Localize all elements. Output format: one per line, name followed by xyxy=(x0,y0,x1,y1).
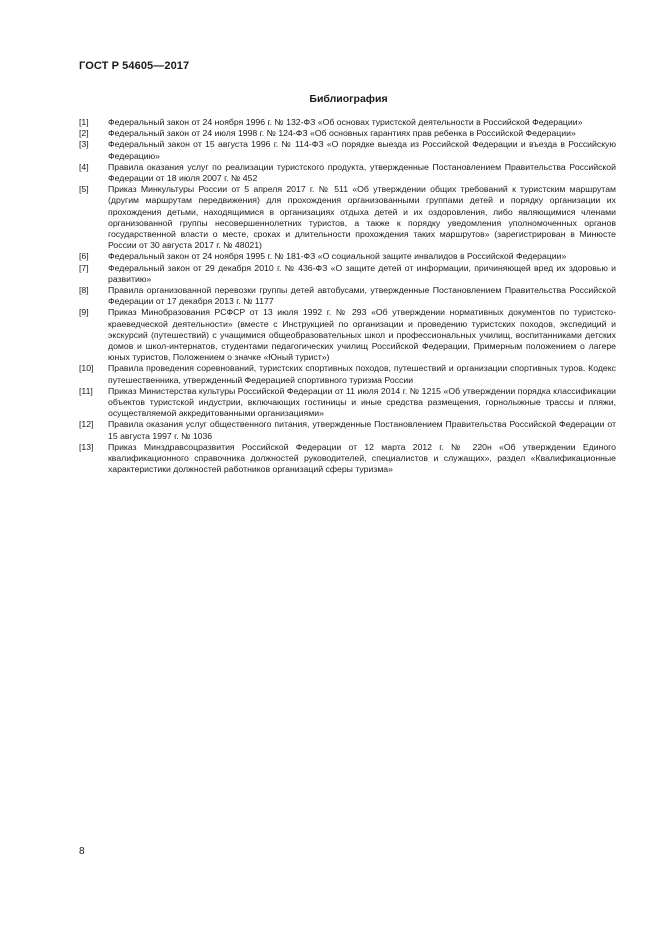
reference-item xyxy=(79,263,616,285)
reference-item xyxy=(79,307,616,363)
reference-number: [2] xyxy=(79,128,89,139)
reference-number: [12] xyxy=(79,419,94,430)
reference-item xyxy=(79,184,616,251)
reference-text: Правила оказания услуг общественного питания, утвержденные Постановлением Правительства Российской Федерации от 15 августа 1997 г. № 1036 xyxy=(108,419,616,441)
reference-number: [11] xyxy=(79,385,93,396)
reference-item xyxy=(79,419,616,441)
bibliography-list xyxy=(79,117,616,476)
reference-number: [13] xyxy=(79,441,94,452)
reference-item xyxy=(79,285,616,307)
reference-item xyxy=(79,117,616,128)
standard-header: ГОСТ Р 54605—2017 xyxy=(79,60,190,72)
reference-item xyxy=(79,162,616,184)
reference-item xyxy=(79,363,616,385)
reference-number: [6] xyxy=(79,251,89,262)
reference-text: Приказ Минздравсоцразвития Российской Федерации от 12 марта 2012 г. № 220н «Об утверждении Единого квалификационного справочника должностей руководителей, специалистов и служащих», раздел «Квалификационные характеристики должностей работников организаций сферы туризма» xyxy=(108,441,616,475)
reference-text: Федеральный закон от 24 июля 1998 г. № 124-ФЗ «Об основных гарантиях прав ребенка в Российской Федерации» xyxy=(108,128,576,139)
reference-item xyxy=(79,128,616,139)
reference-text: Приказ Минкультуры России от 5 апреля 2017 г. № 511 «Об утверждении общих требований к туристским маршрутам (другим маршрутам передвижения) для прохождения организованными группами детей и порядку организации их прохождения детьми, находящимися в организациях отдыха детей и их оздоровления, либо являющимися членами организованной группы несовершеннолетних туристов, а также к порядку уведомления уполномоченных органов государственной власти о месте, сроках и длительности прохождения таких маршрутов» (зарегистрирован в Минюсте России от 30 августа 2017 г. № 48021) xyxy=(108,184,616,251)
reference-text: Федеральный закон от 29 декабря 2010 г. № 436-ФЗ «О защите детей от информации, причиняющей вред их здоровью и развитию» xyxy=(108,262,616,284)
reference-number: [4] xyxy=(79,161,89,172)
reference-item xyxy=(79,442,616,476)
page-number: 8 xyxy=(79,846,85,857)
reference-number: [3] xyxy=(79,139,89,150)
reference-number: [7] xyxy=(79,262,89,273)
reference-number: [1] xyxy=(79,117,89,127)
reference-text: Приказ Минобразования РСФСР от 13 июля 1992 г. № 293 «Об утверждении нормативных документов по туристско-краеведческой деятельности» (вместе с Инструкцией по организации и проведению туристских походов, экспедиций и экскурсий (путешествий) с учащимися общеобразовательных школ и профессиональных училищ, воспитанниками детских домов и школ-интернатов, студентами педагогических училищ Российской Федерации, Примерным положением о лагере юных туристов, Положением о значке «Юный турист») xyxy=(108,307,616,363)
reference-number: [8] xyxy=(79,285,89,296)
reference-item xyxy=(79,386,616,420)
reference-number: [5] xyxy=(79,184,89,195)
section-title: Библиография xyxy=(309,93,388,105)
reference-text: Федеральный закон от 15 августа 1996 г. № 114-ФЗ «О порядке выезда из Российской Федерации и въезда в Российскую Федерацию» xyxy=(108,139,616,161)
reference-text: Правила проведения соревнований, туристских спортивных походов, путешествий и организации спортивных туров. Кодекс путешественника, утвержденный Федерацией спортивного туризма России xyxy=(108,363,616,385)
reference-text: Федеральный закон от 24 ноября 1996 г. № 132-ФЗ «Об основах туристской деятельности в Российской Федерации» xyxy=(108,117,583,127)
reference-text: Правила организованной перевозки группы детей автобусами, утвержденные Постановлением Правительства Российской Федерации от 17 декабря 2013 г. № 1177 xyxy=(108,285,616,307)
reference-text: Федеральный закон от 24 ноября 1995 г. № 181-ФЗ «О социальной защите инвалидов в Российской Федерации» xyxy=(108,251,567,262)
reference-number: [9] xyxy=(79,307,89,318)
reference-item xyxy=(79,139,616,161)
reference-item xyxy=(79,251,616,262)
reference-text: Правила оказания услуг по реализации туристского продукта, утвержденные Постановлением Правительства Российской Федерации от 18 июля 2007 г. № 452 xyxy=(108,161,616,184)
reference-number: [10] xyxy=(79,363,94,374)
reference-text: Приказ Министерства культуры Российской Федерации от 11 июля 2014 г. № 1215 «Об утверждении порядка классификации объектов туристской индустрии, включающих гостиницы и иные средства размещения, горнолыжные трассы и пляжи, осуществляемой аккредитованными организациями» xyxy=(108,385,616,419)
